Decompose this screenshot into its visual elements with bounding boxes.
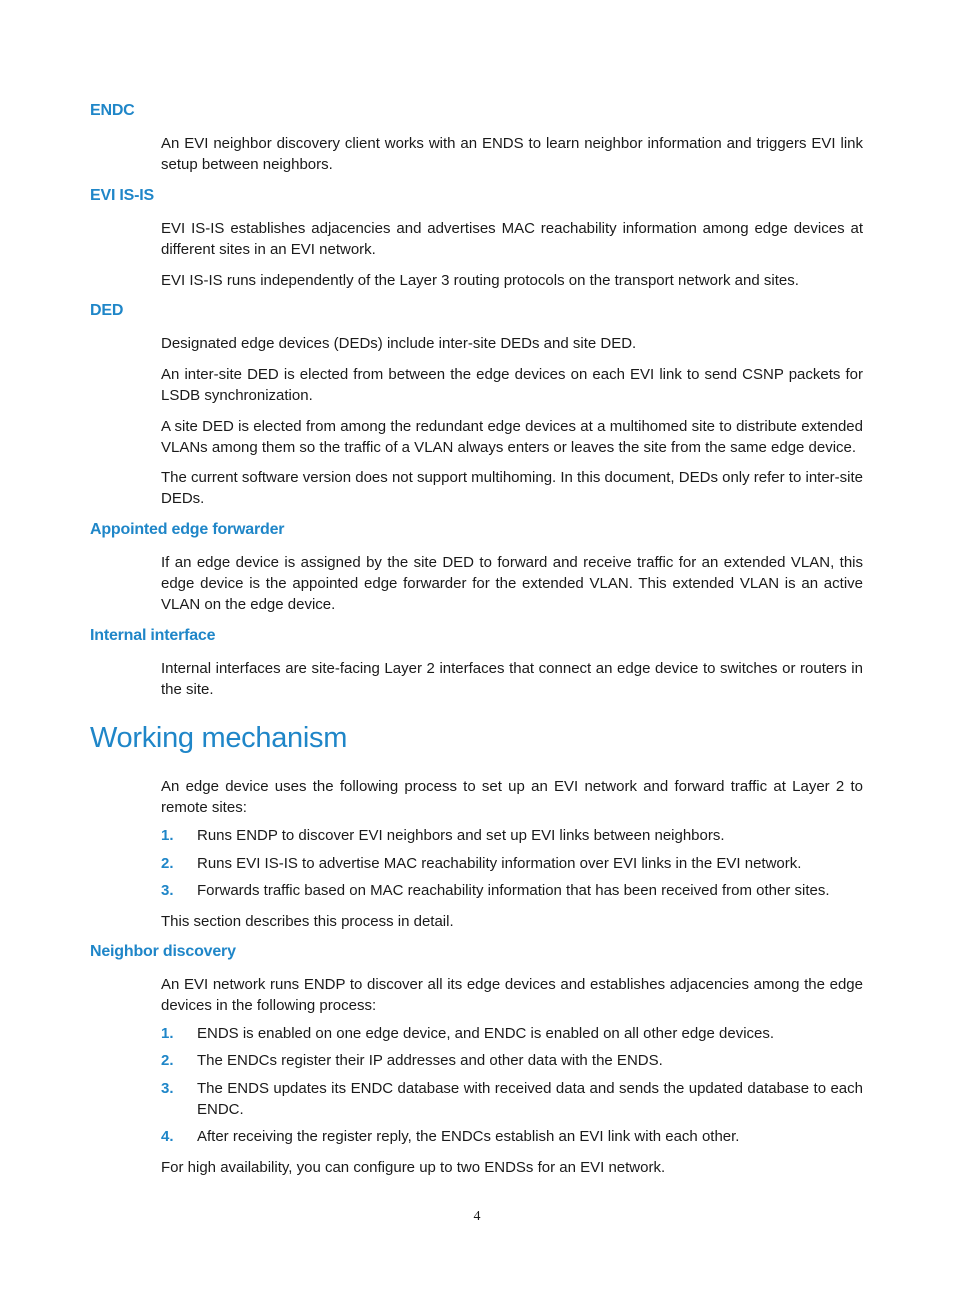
list-item-number: 2. (161, 1052, 174, 1069)
page-number: 4 (473, 1209, 481, 1224)
heading-endc: ENDC (90, 102, 135, 119)
list-item (161, 880, 863, 901)
heading-appointed-edge-forwarder: Appointed edge forwarder (90, 521, 285, 538)
list-item (161, 1050, 863, 1071)
list-item-text: Runs EVI IS-IS to advertise MAC reachability information over EVI links in the EVI network. (197, 855, 802, 872)
paragraph-working-outro: This section describes this process in detail. (161, 913, 454, 930)
heading-neighbor-discovery: Neighbor discovery (90, 943, 236, 960)
list-item-text: ENDS is enabled on one edge device, and ENDC is enabled on all other edge devices. (197, 1025, 775, 1042)
list-item (161, 825, 863, 846)
heading-internal-interface: Internal interface (90, 627, 216, 644)
list-item-number: 3. (161, 882, 174, 899)
list-item (161, 853, 863, 874)
list-item-number: 3. (161, 1080, 174, 1097)
list-item (161, 1126, 863, 1147)
paragraph-endc-definition: An EVI neighbor discovery client works with an ENDS to learn neighbor information and triggers EVI link setup between neighbors. (161, 135, 863, 173)
paragraph-appointed-edge-forwarder: If an edge device is assigned by the site DED to forward and receive traffic for an extended VLAN, this edge device is the appointed edge forwarder for the extended VLAN. This extended VLAN is an active VLAN on the edge device. (161, 554, 863, 613)
paragraph-evi-isis-1: EVI IS-IS establishes adjacencies and advertises MAC reachability information among edge devices at different sites in an EVI network. (161, 220, 863, 258)
list-item-number: 1. (161, 1025, 174, 1042)
paragraph-internal-interface: Internal interfaces are site-facing Layer 2 interfaces that connect an edge device to switches or routers in the site. (161, 660, 863, 698)
paragraph-neighbor-outro: For high availability, you can configure up to two ENDSs for an EVI network. (161, 1159, 666, 1176)
paragraph-ded-4: The current software version does not support multihoming. In this document, DEDs only refer to inter-site DEDs. (161, 469, 863, 507)
paragraph-evi-isis-2: EVI IS-IS runs independently of the Layer 3 routing protocols on the transport network and sites. (161, 272, 799, 289)
list-item-text: The ENDCs register their IP addresses and other data with the ENDS. (197, 1052, 663, 1069)
list-item (161, 1023, 863, 1044)
paragraph-neighbor-intro: An EVI network runs ENDP to discover all its edge devices and establishes adjacencies among the edge devices in the following process: (161, 976, 863, 1014)
list-item-number: 2. (161, 855, 174, 872)
paragraph-ded-1: Designated edge devices (DEDs) include inter-site DEDs and site DED. (161, 335, 637, 352)
paragraph-ded-2: An inter-site DED is elected from between the edge devices on each EVI link to send CSNP packets for LSDB synchronization. (161, 366, 863, 404)
heading-ded: DED (90, 302, 124, 319)
heading-working-mechanism: Working mechanism (90, 722, 348, 754)
list-item-text: Forwards traffic based on MAC reachability information that has been received from other sites. (197, 882, 830, 899)
list-item-number: 4. (161, 1128, 174, 1145)
paragraph-ded-3: A site DED is elected from among the redundant edge devices at a multihomed site to distribute extended VLANs among them so the traffic of a VLAN always enters or leaves the site from the same edge device. (161, 418, 863, 456)
list-item-number: 1. (161, 827, 174, 844)
list-item-text: After receiving the register reply, the ENDCs establish an EVI link with each other. (197, 1128, 740, 1145)
heading-evi-isis: EVI IS-IS (90, 187, 154, 204)
list-item-text: The ENDS updates its ENDC database with received data and sends the updated database to each ENDC. (197, 1080, 863, 1118)
list-item-text: Runs ENDP to discover EVI neighbors and set up EVI links between neighbors. (197, 827, 725, 844)
paragraph-working-intro: An edge device uses the following process to set up an EVI network and forward traffic at Layer 2 to remote sites: (161, 778, 863, 816)
list-item (161, 1078, 863, 1120)
